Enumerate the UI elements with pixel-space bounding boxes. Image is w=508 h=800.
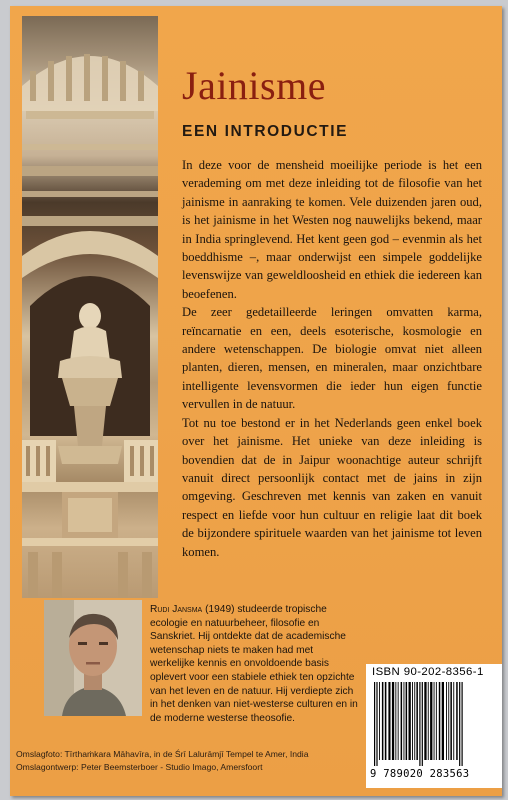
barcode-bar xyxy=(456,682,458,760)
barcode-bar xyxy=(416,682,418,760)
isbn-barcode-block xyxy=(366,664,502,788)
barcode-bar xyxy=(439,682,441,760)
blurb-paragraph: De zeer gedetailleerde leringen omvatten karma, reïncarnatie en een, deels esoterische, kosmologie en andere wetenschappen. De biologie omvat niet alleen planten, dieren, mensen, en mineralen, maar onzichtbare intelligente levensvormen die ieder hun eigen functie vervullen in de natuur. xyxy=(182,305,482,412)
cover-photo-credit: Omslagfoto: Tīrthaṁkara Māhavīra, in de Śrī Lalurāmjī Tempel te Amer, India xyxy=(16,749,309,759)
cover-design-credit: Omslagontwerp: Peter Beemsterboer - Studio Imago, Amersfoort xyxy=(16,761,263,772)
author-bio xyxy=(150,603,360,725)
barcode-bar xyxy=(424,682,426,760)
barcode-bar xyxy=(382,682,384,760)
blurb-text xyxy=(182,156,482,561)
author-portrait xyxy=(44,600,142,716)
barcode-bar xyxy=(414,682,415,760)
barcode-bar xyxy=(392,682,394,760)
barcode-bar xyxy=(442,682,444,760)
barcode-bar xyxy=(379,682,380,760)
barcode-bar xyxy=(462,682,463,766)
temple-photo xyxy=(22,16,158,598)
barcode-digits: 9 789020 283563 xyxy=(370,768,470,780)
barcode-bar xyxy=(409,682,411,760)
blurb-paragraph: In deze voor de mensheid moeilijke periode is het een verademing om met deze inleiding tot de filosofie van het jainisme in aanraking te komen. Vele duizenden jaren oud, is het jainisme in het Westen nog nauwelijks bekend, maar in India springlevend. Het kent geen god – evenmin als het boeddhisme –, maar onderwijst een simpele goddelijke levenswijze van geweldloosheid en ethiek die iedereen kan beoefenen. xyxy=(182,158,482,301)
barcode-bar xyxy=(376,682,377,766)
barcode-bar xyxy=(450,682,452,760)
book-subtitle: EEN INTRODUCTIE xyxy=(182,123,349,140)
barcode-bar xyxy=(398,682,399,760)
barcode-bar xyxy=(406,682,408,760)
author-photo xyxy=(44,600,142,716)
barcode-bar xyxy=(453,682,454,760)
barcode-bar xyxy=(395,682,396,760)
barcode-bar xyxy=(374,682,375,766)
author-name: Rudi Jansma xyxy=(150,604,203,615)
blurb-paragraph: Tot nu toe bestond er in het Nederlands geen enkel boek over het jainisme. Het unieke van deze inleiding is bovendien dat de in Jaipur woonachtige auteur schrijft vanuit direct persoonlijk contact met de jains in zijn omgeving. Geschreven met kennis van zaken en vanuit respect en liefde voor hun cultuur en religie laat dit boek de bijzondere spirituele waarden van het jainisme tot leven komen. xyxy=(182,415,482,559)
book-title: Jainisme xyxy=(182,63,326,108)
barcode-bar xyxy=(459,682,460,766)
barcode-bar xyxy=(434,682,435,760)
book-back-cover xyxy=(10,6,502,796)
isbn-label: ISBN 90-202-8356-1 xyxy=(372,666,484,678)
barcode-bar xyxy=(430,682,432,760)
barcode-bar xyxy=(422,682,423,766)
barcode xyxy=(374,682,498,766)
credits xyxy=(16,748,308,773)
barcode-bar xyxy=(385,682,387,760)
barcode-bar xyxy=(446,682,447,760)
temple-illustration xyxy=(22,16,158,598)
barcode-bar xyxy=(388,682,390,760)
author-bio-text: (1949) studeerde tropische ecologie en natuurbeheer, filosofie en Sanskriet. Hij ontdekte dat de academische wetenschap niets te maken had met werkelijke kennis en onvoldoende basis oplevert voor een stabiele ethiek ten opzichte van het leven en de natuur. Hij verdiepte zich in het denken van niet-westerse culturen en in de moderne westerse theosofie. xyxy=(150,604,358,724)
barcode-bar xyxy=(428,682,429,760)
barcode-bar xyxy=(436,682,437,760)
barcode-bar xyxy=(412,682,413,760)
barcode-bar xyxy=(401,682,403,760)
barcode-bar xyxy=(448,682,449,760)
barcode-bar xyxy=(419,682,420,766)
barcode-bar xyxy=(404,682,405,760)
